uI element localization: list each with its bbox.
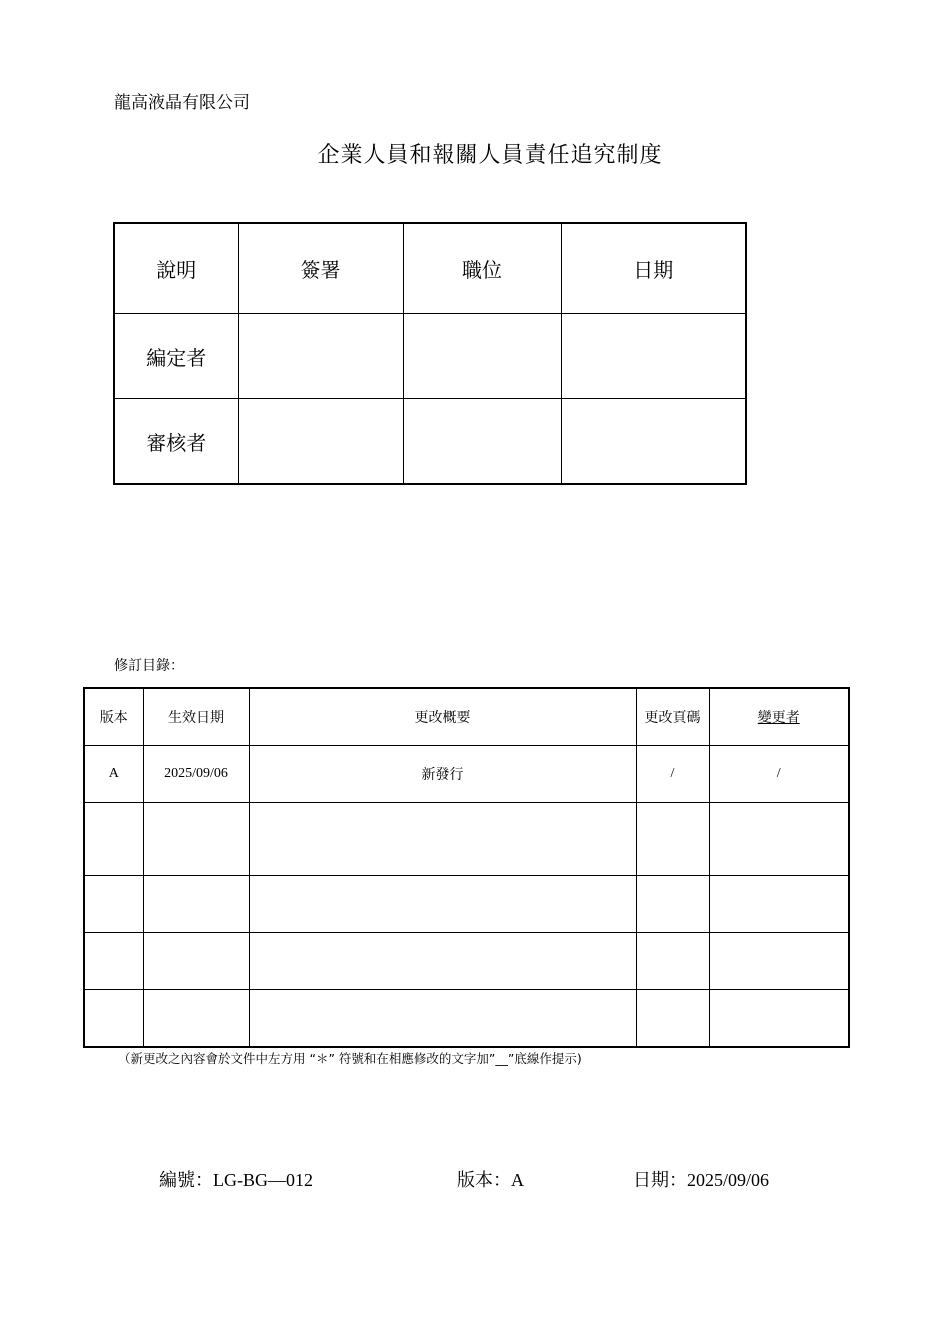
header-change-summary: 更改概要: [249, 688, 636, 746]
empty-cell: [636, 876, 709, 933]
revision-heading: 修訂目錄：: [114, 658, 184, 674]
footer-version-label: 版本：: [457, 1170, 511, 1191]
author-date-cell: [561, 314, 746, 399]
row-version: A: [84, 746, 143, 803]
author-position-cell: [403, 314, 561, 399]
empty-cell: [84, 803, 143, 876]
reviewer-signature-cell: [238, 399, 403, 485]
row-pages: /: [636, 746, 709, 803]
header-changed-pages: 更改頁碼: [636, 688, 709, 746]
empty-cell: [709, 876, 849, 933]
empty-cell: [636, 990, 709, 1048]
company-name: 龍高液晶有限公司: [114, 93, 250, 113]
footer-date: [633, 1166, 769, 1192]
row-label-reviewer: 審核者: [114, 399, 238, 485]
document-title: 企業人員和報關人員責任追究制度: [317, 143, 663, 168]
empty-cell: [709, 803, 849, 876]
reviewer-date-cell: [561, 399, 746, 485]
empty-cell: [143, 803, 249, 876]
table-row: [84, 746, 849, 803]
empty-cell: [143, 990, 249, 1048]
empty-cell: [636, 933, 709, 990]
header-version: 版本: [84, 688, 143, 746]
header-effective-date: 生效日期: [143, 688, 249, 746]
row-summary: 新發行: [249, 746, 636, 803]
header-changer: 變更者: [709, 688, 849, 746]
row-label-author: 編定者: [114, 314, 238, 399]
footer-date-label: 日期：: [633, 1170, 687, 1191]
empty-cell: [84, 876, 143, 933]
footer-version: [457, 1166, 524, 1192]
signature-header-row: [114, 223, 746, 314]
revision-note: （新更改之內容會於文件中左方用 “＊” 符號和在相應修改的文字加”__”底線作提示): [118, 1051, 582, 1066]
header-description: 說明: [114, 223, 238, 314]
table-row: [84, 876, 849, 933]
table-row: [84, 803, 849, 876]
empty-cell: [84, 933, 143, 990]
header-signature: 簽署: [238, 223, 403, 314]
empty-cell: [84, 990, 143, 1048]
footer-version-value: A: [511, 1170, 524, 1190]
row-changer: /: [709, 746, 849, 803]
empty-cell: [709, 990, 849, 1048]
empty-cell: [143, 933, 249, 990]
empty-cell: [249, 803, 636, 876]
signature-row-reviewer: [114, 399, 746, 485]
reviewer-position-cell: [403, 399, 561, 485]
table-row: [84, 933, 849, 990]
footer-code: [159, 1166, 313, 1192]
author-signature-cell: [238, 314, 403, 399]
footer-code-label: 編號：: [159, 1170, 213, 1191]
footer-code-value: LG-BG—012: [213, 1170, 313, 1190]
signature-table: [113, 222, 747, 485]
empty-cell: [249, 990, 636, 1048]
table-row: [84, 990, 849, 1048]
row-date: 2025/09/06: [143, 746, 249, 803]
empty-cell: [636, 803, 709, 876]
header-date: 日期: [561, 223, 746, 314]
header-position: 職位: [403, 223, 561, 314]
empty-cell: [249, 933, 636, 990]
empty-cell: [143, 876, 249, 933]
empty-cell: [249, 876, 636, 933]
revision-header-row: [84, 688, 849, 746]
empty-cell: [709, 933, 849, 990]
signature-row-author: [114, 314, 746, 399]
footer-date-value: 2025/09/06: [687, 1170, 770, 1190]
revision-table: [83, 687, 850, 1048]
